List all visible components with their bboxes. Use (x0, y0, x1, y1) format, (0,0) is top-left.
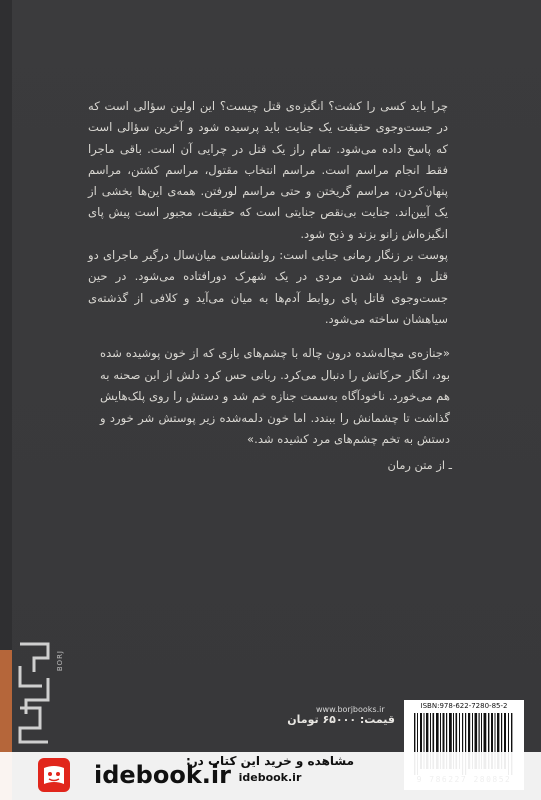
synopsis (88, 96, 448, 330)
publisher-website[interactable]: www.borjbooks.ir (316, 705, 385, 714)
synopsis-paragraph-2: پوست بر زنگار رمانی جنایی است: روانشناسی میان‌سال درگیر ماجرای دو قتل و ناپدید شدن مردی در یک شهرک دورافتاده می‌شود. در حین جست‌وجوی قاتل پای روابط آدم‌ها به میان می‌آید و کلافی از گذشته‌ی سیاهشان ساخته می‌شود. (88, 248, 448, 326)
excerpt-quote (100, 343, 450, 451)
idebook-logo-icon (36, 754, 98, 796)
publisher-logo-word: BORJ (56, 650, 64, 672)
isbn-text: ISBN:978-622-7280-85-2 (420, 702, 508, 710)
price-label: قیمت: ۶۵۰۰۰ تومان (287, 713, 395, 726)
synopsis-paragraph-1: چرا باید کسی را کشت؟ انگیزه‌ی قتل چیست؟ این اولین سؤالی است که در جست‌وجوی حقیقت یک جنایت باید پرسیده شود و آخرین سؤالی است که پاسخ داده می‌شود. تمام راز یک قتل در چرایی آن است. باقی ماجرا فقط انجام مراسم است. مراسم انتخاب مقتول، مراسم کشتن، مراسم پنهان‌کردن، مراسم گریختن و حتی مراسم لورفتن. همه‌ی این‌ها بخشی از یک آیین‌اند. جنایت بی‌نقص جنایتی است که حقیقت، مجبور است پیش پای انگیزه‌اش زانو بزند و ذبح شود. (88, 99, 448, 241)
publisher-logo-icon (14, 638, 54, 748)
idebook-brand[interactable]: idebook.ir (94, 761, 231, 789)
watermark-line-2[interactable]: idebook.ir (238, 771, 302, 784)
excerpt-quote-text: «جنازه‌ی مچاله‌شده درون چاله با چشم‌های بازی که از خون پوشیده شده بود، انگار حرکاتش را دنبال می‌کرد. ربانی حس کرد دلش از این صحنه به هم می‌خورد. ناخودآگاه به‌سمت جنازه خم شد و دستش را روی پلک‌هایش گذاشت تا چشمانش را ببندد. اما خون دلمه‌شده زیر پوستش شر خورد و دستش به تخم چشم‌های مرد کشیده شد.» (100, 346, 450, 446)
watermark-line-1: مشاهده و خرید این کتاب در: (185, 754, 355, 768)
quote-source: ـ از متن رمان (387, 458, 452, 472)
